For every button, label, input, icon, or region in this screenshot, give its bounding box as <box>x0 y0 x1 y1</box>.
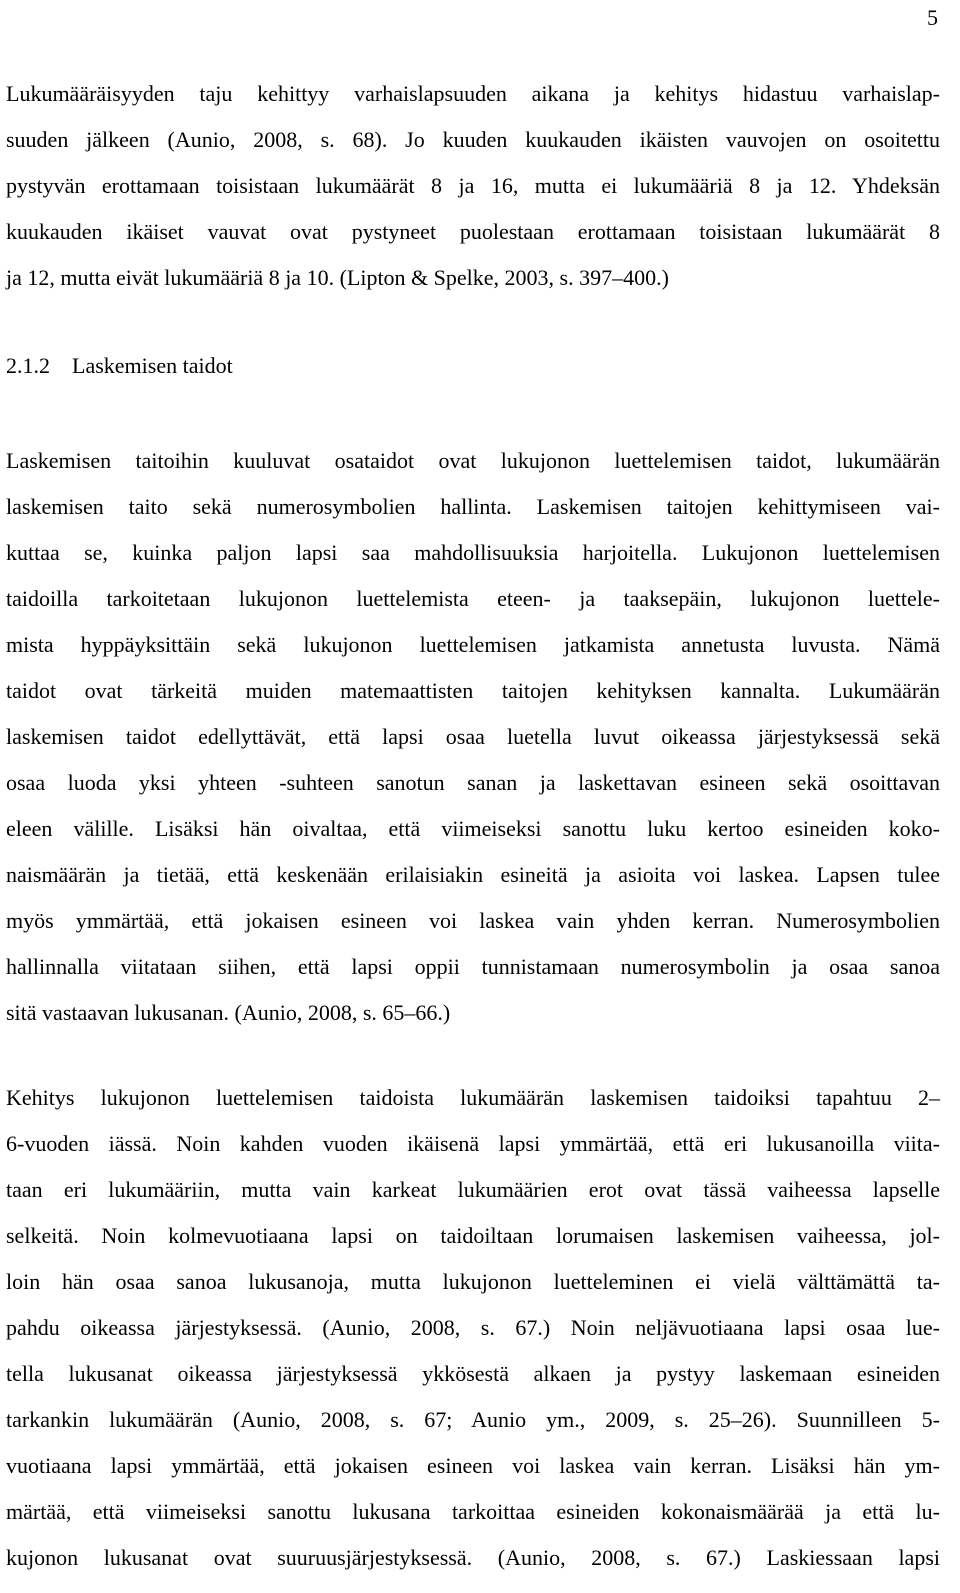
text-line: 6-vuoden iässä. Noin kahden vuoden ikäisenä lapsi ymmärtää, että eri lukusanoilla viita- <box>6 1131 940 1156</box>
text-line: kuukauden ikäiset vauvat ovat pystyneet puolestaan erottamaan toisistaan lukumäärät 8 <box>6 219 940 244</box>
text-line: taidot ovat tärkeitä muiden matemaattisten taitojen kehityksen kannalta. Lukumäärän <box>6 678 940 703</box>
text-line: eleen välille. Lisäksi hän oivaltaa, että viimeiseksi sanottu luku kertoo esineiden koko- <box>6 816 940 841</box>
text-line: osaa luoda yksi yhteen -suhteen sanotun sanan ja laskettavan esineen sekä osoittavan <box>6 770 940 795</box>
text-line: suuden jälkeen (Aunio, 2008, s. 68). Jo kuuden kuukauden ikäisten vauvojen on osoitettu <box>6 127 940 152</box>
text-line: pystyvän erottamaan toisistaan lukumäärät 8 ja 16, mutta ei lukumääriä 8 ja 12. Yhdeksän <box>6 173 940 198</box>
text-line: kuttaa se, kuinka paljon lapsi saa mahdollisuuksia harjoitella. Lukujonon luettelemisen <box>6 540 940 565</box>
text-line: mista hyppäyksittäin sekä lukujonon luettelemisen jatkamista annetusta luvusta. Nämä <box>6 632 940 657</box>
text-line: hallinnalla viitataan siihen, että lapsi oppii tunnistamaan numerosymbolin ja osaa sanoa <box>6 954 940 979</box>
text-line: Lukumääräisyyden taju kehittyy varhaislapsuuden aikana ja kehitys hidastuu varhaislap- <box>6 81 940 106</box>
text-line: loin hän osaa sanoa lukusanoja, mutta lukujonon luetteleminen ei vielä välttämättä ta- <box>6 1269 940 1294</box>
text-line: laskemisen taito sekä numerosymbolien hallinta. Laskemisen taitojen kehittymiseen vai- <box>6 494 940 519</box>
section-heading <box>6 352 233 380</box>
text-line: selkeitä. Noin kolmevuotiaana lapsi on taidoiltaan lorumaisen laskemisen vaiheessa, jol- <box>6 1223 940 1248</box>
text-line: pahdu oikeassa järjestyksessä. (Aunio, 2008, s. 67.) Noin neljävuotiaana lapsi osaa lue- <box>6 1315 940 1340</box>
text-line: ja 12, mutta eivät lukumääriä 8 ja 10. (Lipton & Spelke, 2003, s. 397–400.) <box>6 265 669 290</box>
text-line: naismäärän ja tietää, että keskenään erilaisiakin esineitä ja asioita voi laskea. Lapsen tulee <box>6 862 940 887</box>
text-line: taidoilla tarkoitetaan lukujonon luettelemista eteen- ja taaksepäin, lukujonon luettele- <box>6 586 940 611</box>
text-line: tella lukusanat oikeassa järjestyksessä ykkösestä alkaen ja pystyy laskemaan esineiden <box>6 1361 940 1386</box>
text-line: taan eri lukumääriin, mutta vain karkeat lukumäärien erot ovat tässä vaiheessa lapselle <box>6 1177 940 1202</box>
section-title: Laskemisen taidot <box>72 353 233 378</box>
section-number: 2.1.2 <box>6 353 50 378</box>
text-line: sitä vastaavan lukusanan. (Aunio, 2008, s. 65–66.) <box>6 1000 451 1025</box>
text-line: kujonon lukusanat ovat suuruusjärjestyksessä. (Aunio, 2008, s. 67.) Laskiessaan lapsi <box>6 1545 940 1570</box>
text-line: vuotiaana lapsi ymmärtää, että jokaisen esineen voi laskea vain kerran. Lisäksi hän ym- <box>6 1453 940 1478</box>
text-line: laskemisen taidot edellyttävät, että lapsi osaa luetella luvut oikeassa järjestyksessä sekä <box>6 724 940 749</box>
text-line: myös ymmärtää, että jokaisen esineen voi laskea vain yhden kerran. Numerosymbolien <box>6 908 940 933</box>
text-line: Kehitys lukujonon luettelemisen taidoista lukumäärän laskemisen taidoiksi tapahtuu 2– <box>6 1085 940 1110</box>
text-line: Laskemisen taitoihin kuuluvat osataidot ovat lukujonon luettelemisen taidot, lukumäärän <box>6 448 940 473</box>
text-line: märtää, että viimeiseksi sanottu lukusana tarkoittaa esineiden kokonaismäärää ja että lu- <box>6 1499 940 1524</box>
page-number: 5 <box>927 5 938 30</box>
text-line: tarkankin lukumäärän (Aunio, 2008, s. 67; Aunio ym., 2009, s. 25–26). Suunnilleen 5- <box>6 1407 940 1432</box>
